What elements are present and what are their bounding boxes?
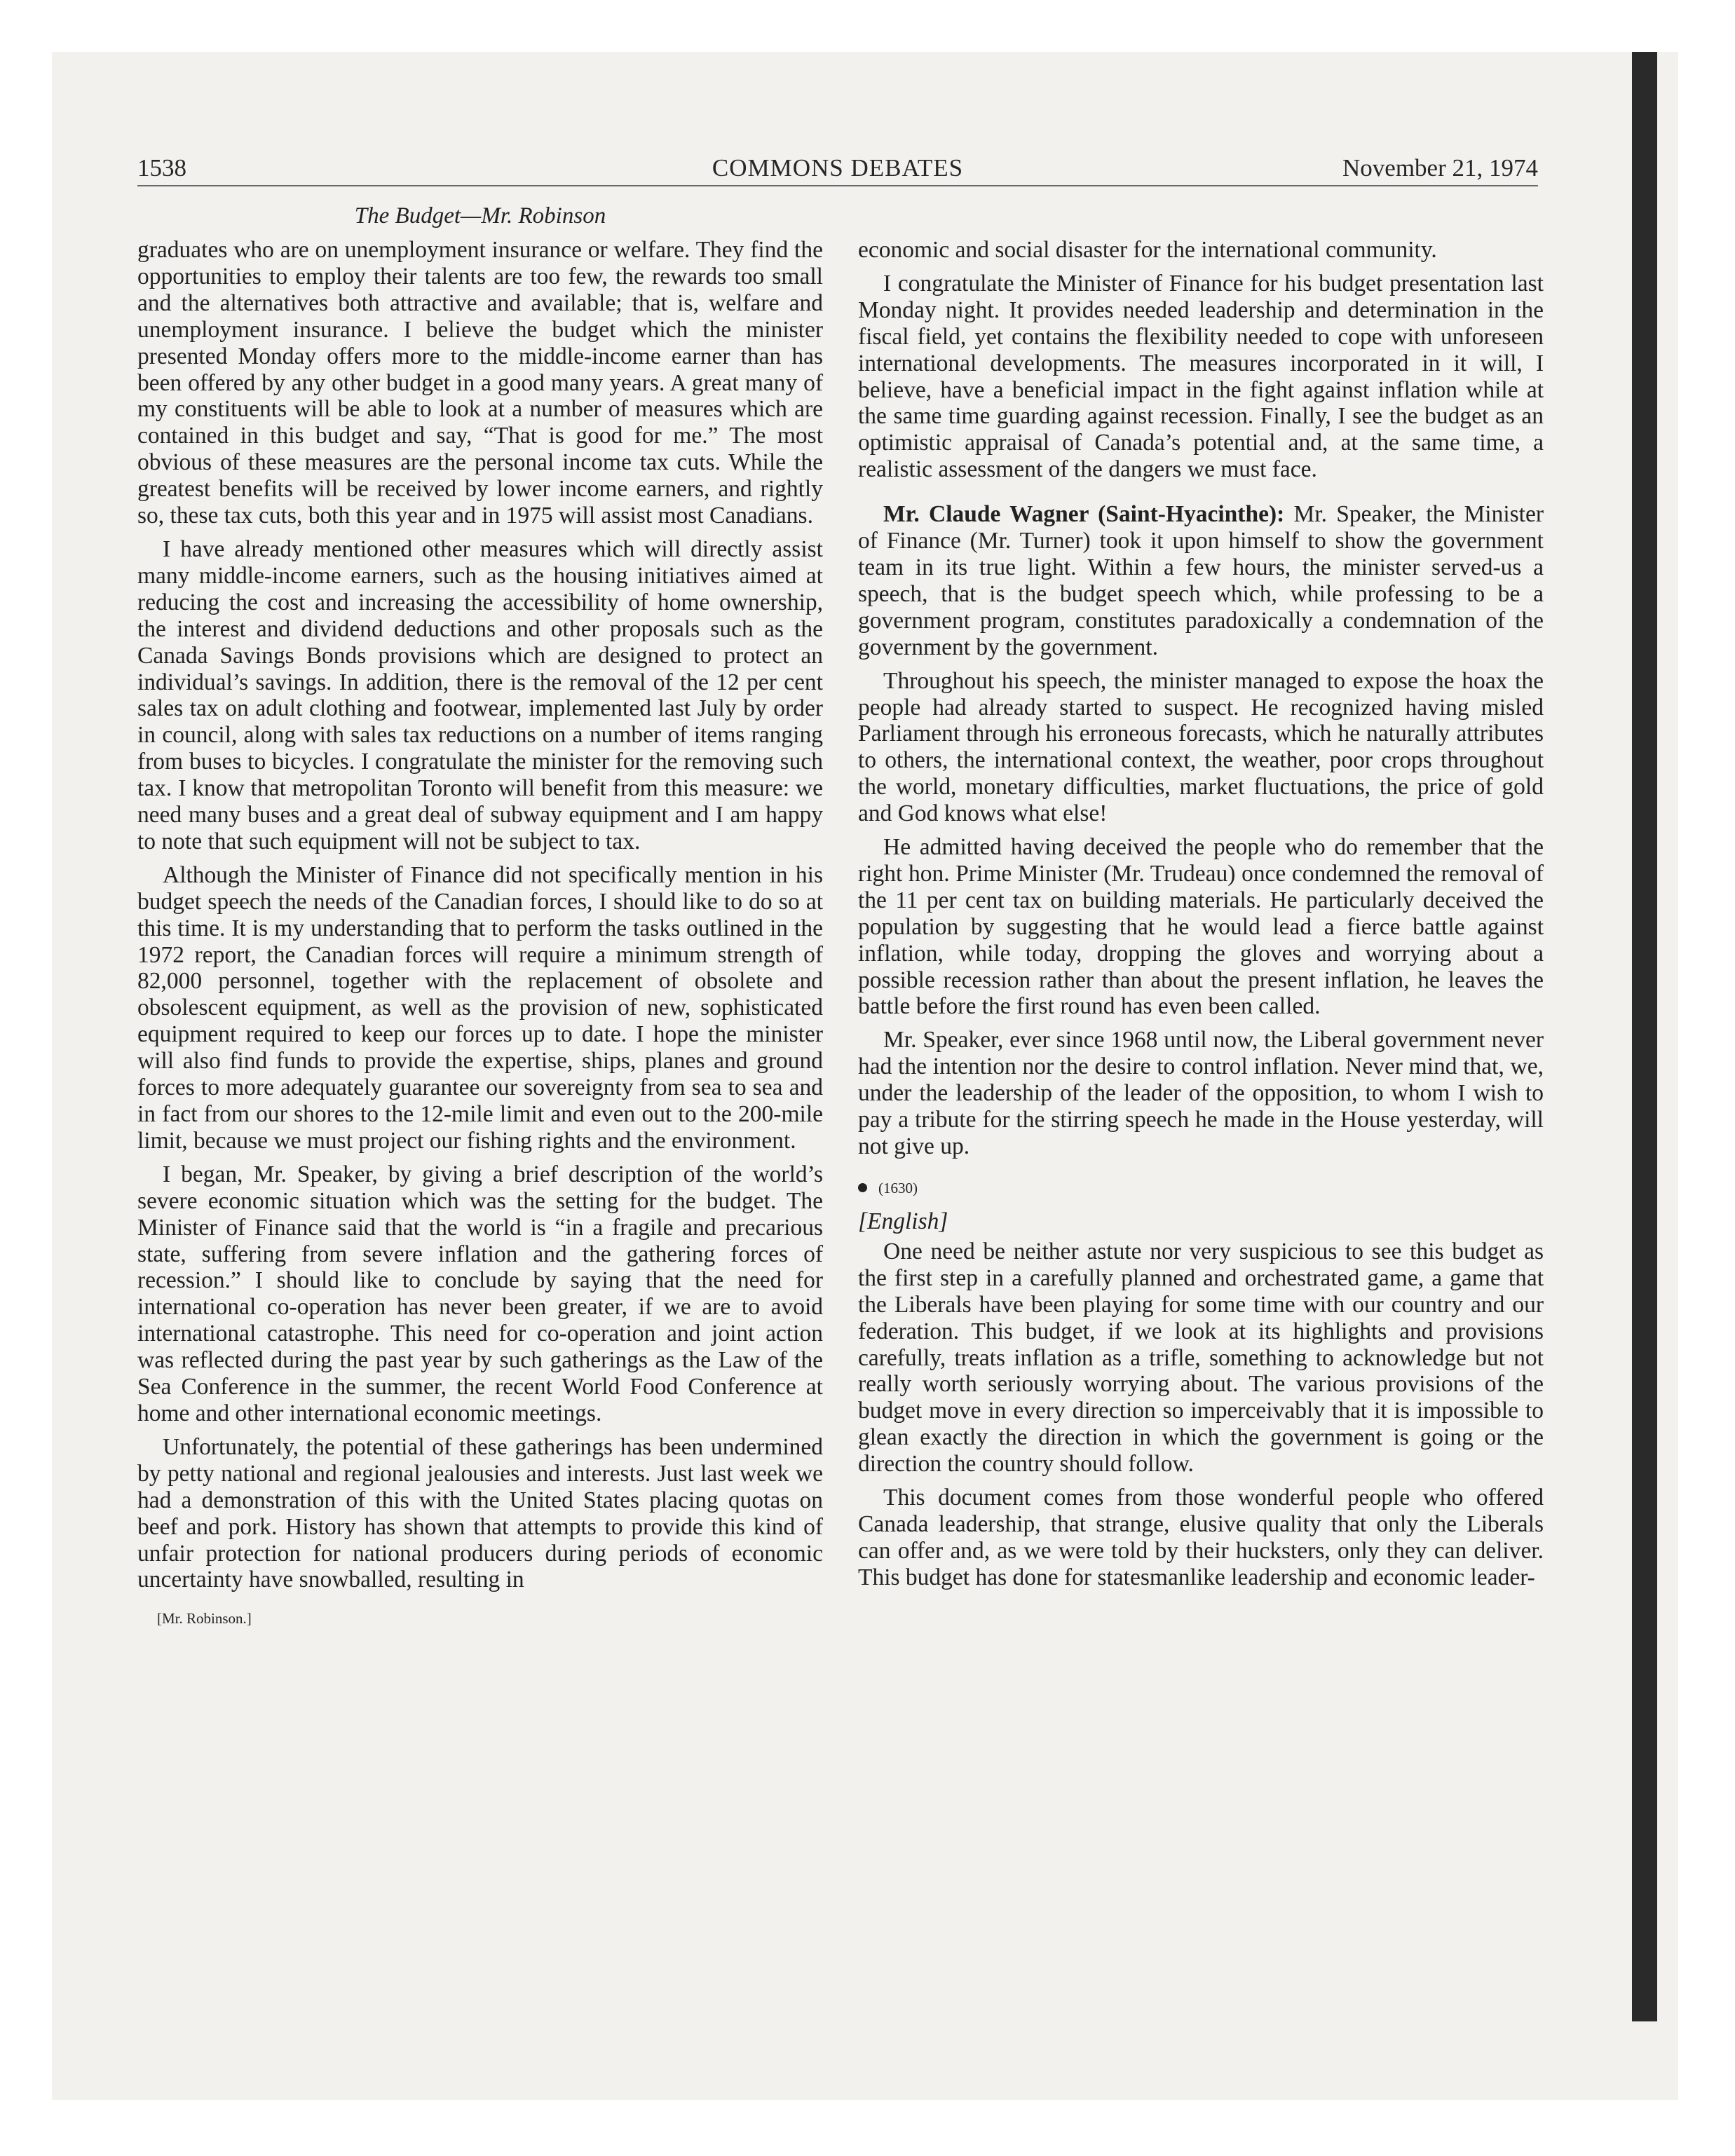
paragraph: Mr. Speaker, ever since 1968 until now, the Liberal government never had the intention nor the desire to control inflation. Never mind that, we, under the leadership of the leader of the opposition, to whom I wish to pay a tribute for the stirring speech he made in the House yesterday, will not give up.	[858, 1027, 1544, 1159]
header-date: November 21, 1974	[1342, 154, 1538, 182]
paragraph: I began, Mr. Speaker, by giving a brief description of the world’s severe economic situation which was the setting for the budget. The Minister of Finance said that the world is “in a fragile and precarious state, suffering from severe inflation and the gathering forces of recession.” I should like to conclude by saying that the need for international co-operation has never been greater, if we are to avoid international catastrophe. This need for co-operation and joint action was reflected during the past year by such gatherings as the Law of the Sea Conference in the summer, the recent World Food Conference at home and other international economic meetings.	[137, 1161, 823, 1426]
speaker-text: Mr. Speaker, the Minister of Finance (Mr. Turner) took it upon himself to show the government team in its true light. Within a few hours, the minister served-us a speech, that is the budget speech which, while professing to be a government program, constitutes paradoxically a condemnation of the government by the government.	[858, 501, 1544, 660]
section-subheading: The Budget—Mr. Robinson	[354, 203, 606, 228]
paragraph: One need be neither astute nor very suspicious to see this budget as the first step in a carefully planned and orchestrated game, a game that the Liberals have been playing for some time with our country and our federation. This budget, if we look at its highlights and provisions carefully, treats inflation as a trifle, something to acknowledge but not really worth seriously worrying about. The various provisions of the budget move in every direction so imperceivably that it is impossible to glean exactly the direction in which the government is going or the direction the country should follow.	[858, 1238, 1544, 1478]
paragraph: This document comes from those wonderful people who offered Canada leadership, that strange, elusive quality that only the Liberals can offer and, as we were told by their hucksters, only they can deliver. This budget has done for statesmanlike leadership and economic leader-	[858, 1485, 1544, 1590]
paragraph: economic and social disaster for the international community.	[858, 237, 1437, 263]
paragraph: Unfortunately, the potential of these gatherings has been undermined by petty national and regional jealousies and interests. Just last week we had a demonstration of this with the United States placing quotas on beef and pork. History has shown that attempts to provide this kind of unfair protection for national producers during periods of economic uncertainty have snowballed, resulting in	[137, 1433, 823, 1593]
paragraph: Throughout his speech, the minister managed to expose the hoax the people had already started to suspect. He recognized having misled Parliament through his erroneous forecasts, which he naturally attributes to others, the international context, the weather, poor crops throughout the world, monetary difficulties, market fluctuations, the price of gold and God knows what else!	[858, 667, 1544, 827]
header-rule	[137, 185, 1538, 186]
paragraph: I have already mentioned other measures which will directly assist many middle-income earners, such as the housing initiatives aimed at reducing the cost and increasing the accessibility of home ownership, the interest and dividend deductions and other proposals such as the Canada Savings Bonds provisions which are designed to protect an individual’s savings. In addition, there is the removal of the 12 per cent sales tax on adult clothing and footwear, implemented last July by order in council, along with sales tax reductions on a number of items ranging from buses to bicycles. I congratulate the minister for the removing such tax. I know that metropolitan Toronto will benefit from this measure: we need many buses and a great deal of subway equipment and I am happy to note that such equipment will not be subject to tax.	[137, 535, 823, 854]
running-title: COMMONS DEBATES	[712, 154, 964, 182]
language-tag: [English]	[858, 1208, 948, 1234]
page-header	[137, 153, 1538, 184]
paragraph: graduates who are on unemployment insurance or welfare. They find the opportunities to employ their talents are too few, the rewards too small and the alternatives both attractive and available; that is, welfare and unemployment insurance. I believe the budget which the minister presented Monday offers more to the middle-income earner than has been offered by any other budget in a good many years. A great many of my constituents will be able to look at a number of measures which are contained in this budget and say, “That is good for me.” The most obvious of these measures are the personal income tax cuts. While the greatest benefits will be received by lower income earners, and rightly so, these tax cuts, both this year and in 1975 will assist most Canadians.	[137, 237, 823, 529]
bullet-icon	[858, 1183, 867, 1192]
paragraph: He admitted having deceived the people who do remember that the right hon. Prime Minister (Mr. Trudeau) once condemned the removal of the 11 per cent tax on building materials. He particularly deceived the population by suggesting that he would lead a fierce battle against inflation, while today, dropping the gloves and worrying about a possible recession rather than about the present inflation, he leaves the battle before the first round has even been called.	[858, 834, 1544, 1020]
paragraph: I congratulate the Minister of Finance for his budget presentation last Monday night. It provides needed leadership and determination in the fiscal field, yet contains the flexibility needed to cope with unforeseen international developments. The measures incorporated in it will, I believe, have a beneficial impact in the fight against inflation while at the same time guarding against recession. Finally, I see the budget as an optimistic appraisal of Canada’s potential and, at the same time, a realistic assessment of the dangers we must face.	[858, 270, 1544, 483]
left-column	[137, 237, 823, 1628]
time-marker-label: (1630)	[878, 1179, 918, 1196]
page-number: 1538	[137, 154, 186, 182]
scan-edge-shadow	[1632, 52, 1657, 2021]
paragraph: Although the Minister of Finance did not specifically mention in his budget speech the needs of the Canadian forces, I should like to do so at this time. It is my understanding that to perform the tasks outlined in the 1972 report, the Canadian forces will require a minimum strength of 82,000 personnel, together with the replacement of obsolete and obsolescent equipment, as well as the provision of new, sophisticated equipment required to keep our forces up to date. I hope the minister will also find funds to provide the expertise, ships, planes and ground forces to more adequately guarantee our sovereignty from sea to sea and in fact from our shores to the 12-mile limit and even out to the 200-mile limit, because we must project our fishing rights and the environment.	[137, 861, 823, 1154]
speaker-paragraph	[858, 501, 1544, 660]
right-column	[858, 237, 1544, 1598]
speaker-footnote: [Mr. Robinson.]	[157, 1610, 252, 1628]
time-marker	[858, 1178, 1544, 1198]
speaker-name: Mr. Claude Wagner (Saint-Hyacinthe):	[883, 501, 1285, 528]
